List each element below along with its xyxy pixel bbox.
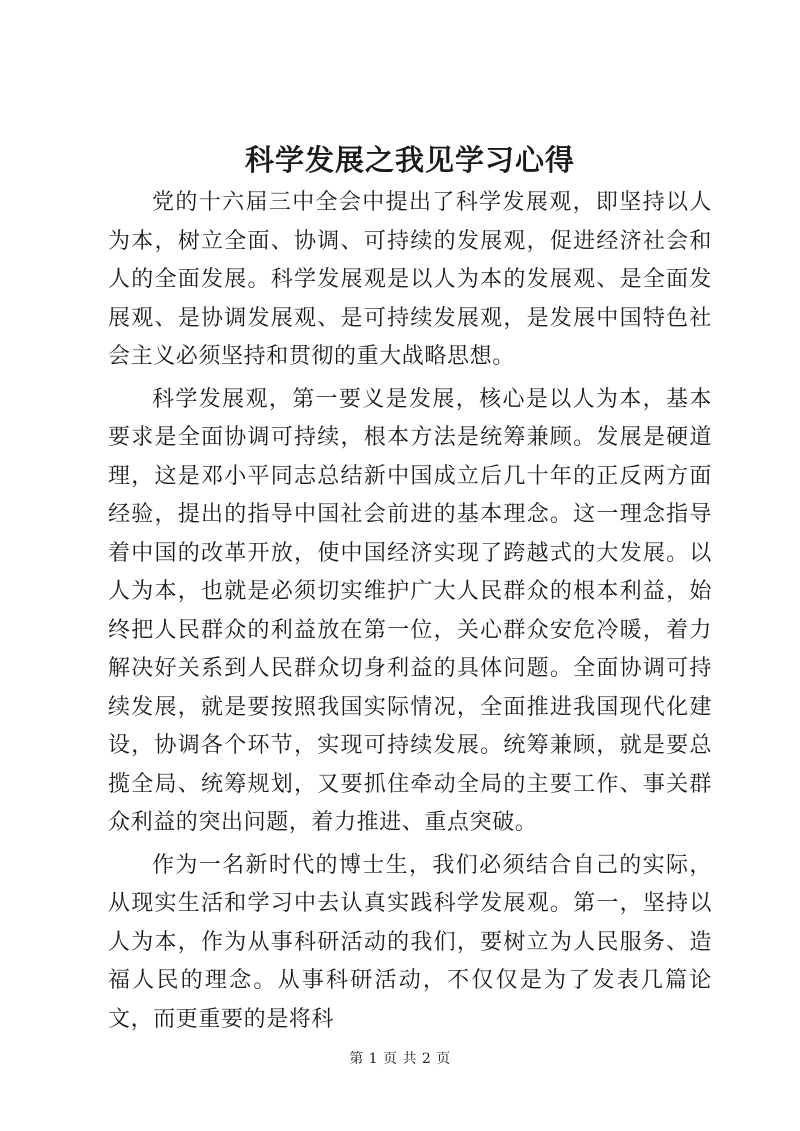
page-footer: 第 1 页 共 2 页 — [349, 1051, 451, 1067]
paragraph-3: 作为一名新时代的博士生，我们必须结合自己的实际，从现实生活和学习中去认真实践科学发展观。第一，坚持以人为本，作为从事科研活动的我们，要树立为人民服务、造福人民的理念。从事科研活动，不仅仅是为了发表几篇论文，而更重要的是将科 — [108, 852, 712, 1032]
document-page — [108, 140, 712, 1043]
document-title: 科学发展之我见学习心得 — [244, 143, 575, 177]
paragraph-1: 党的十六届三中全会中提出了科学发展观，即坚持以人为本，树立全面、协调、可持续的发展观，促进经济社会和人的全面发展。科学发展观是以人为本的发展观、是全面发展观、是协调发展观、是可持续发展观，是发展中国特色社会主义必须坚持和贯彻的重大战略思想。 — [108, 190, 712, 369]
paragraph-2: 科学发展观，第一要义是发展，核心是以人为本，基本要求是全面协调可持续，根本方法是统筹兼顾。发展是硬道理，这是邓小平同志总结新中国成立后几十年的正反两方面经验，提出的指导中国社会前进的基本理念。这一理念指导着中国的改革开放，使中国经济实现了跨越式的大发展。以人为本，也就是必须切实维护广大人民群众的根本利益，始终把人民群众的利益放在第一位，关心群众安危冷暖，着力解决好关系到人民群众切身利益的具体问题。全面协调可持续发展，就是要按照我国实际情况，全面推进我国现代化建设，协调各个环节，实现可持续发展。统筹兼顾，就是要总揽全局、统筹规划，又要抓住牵动全局的主要工作、事关群众利益的突出问题，着力推进、重点突破。 — [108, 386, 712, 835]
